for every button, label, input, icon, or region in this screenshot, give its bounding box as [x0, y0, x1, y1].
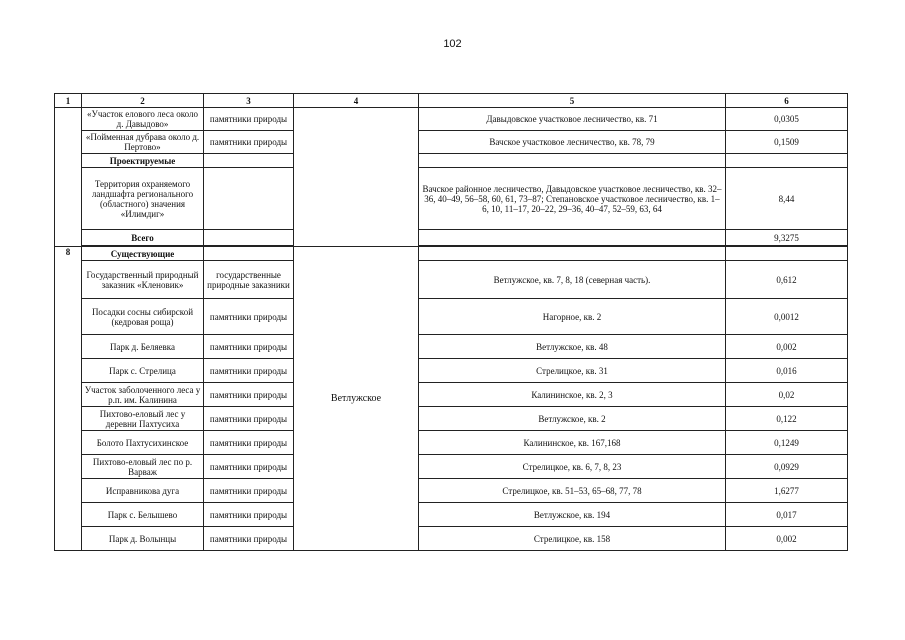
location-cell: Калининское, кв. 2, 3	[419, 383, 726, 407]
section-label-projected: Проектируемые	[82, 154, 204, 168]
category-cell: памятники природы	[204, 479, 294, 503]
name-cell: Парк с. Белышево	[82, 503, 204, 527]
area-cell: 0,122	[726, 407, 848, 431]
name-cell: Исправникова дуга	[82, 479, 204, 503]
area-cell: 0,017	[726, 503, 848, 527]
table-row	[55, 261, 848, 299]
name-cell: «Пойменная дубрава около д. Пертово»	[82, 131, 204, 154]
area-cell: 0,016	[726, 359, 848, 383]
name-cell: Пихтово-еловый лес у деревни Пахтусиха	[82, 407, 204, 431]
area-cell: 0,0305	[726, 108, 848, 131]
name-cell: Посадки сосны сибирской (кедровая роща)	[82, 299, 204, 335]
table-row	[55, 407, 848, 431]
col-header-4: 4	[294, 94, 419, 108]
category-cell: памятники природы	[204, 431, 294, 455]
header-row	[55, 94, 848, 108]
area-cell: 8,44	[726, 168, 848, 230]
area-cell: 1,6277	[726, 479, 848, 503]
section-row-projected	[55, 154, 848, 168]
row-number-cell	[55, 108, 82, 247]
category-cell: памятники природы	[204, 527, 294, 551]
col-header-2: 2	[82, 94, 204, 108]
protected-areas-table	[54, 93, 848, 551]
location-cell: Давыдовское участковое лесничество, кв. 71	[419, 108, 726, 131]
total-row	[55, 230, 848, 246]
name-cell: Парк с. Стрелица	[82, 359, 204, 383]
location-cell: Нагорное, кв. 2	[419, 299, 726, 335]
name-cell: Государственный природный заказник «Кленовик»	[82, 261, 204, 299]
location-cell: Вачское участковое лесничество, кв. 78, 79	[419, 131, 726, 154]
category-cell: памятники природы	[204, 359, 294, 383]
name-cell: Парк д. Беляевка	[82, 335, 204, 359]
name-cell: Парк д. Волынцы	[82, 527, 204, 551]
category-cell: памятники природы	[204, 455, 294, 479]
name-cell: «Участок елового леса около д. Давыдово»	[82, 108, 204, 131]
location-cell: Ветлужское, кв. 194	[419, 503, 726, 527]
section-label-existing: Существующие	[82, 247, 204, 261]
location-cell: Стрелицкое, кв. 31	[419, 359, 726, 383]
area-cell: 0,02	[726, 383, 848, 407]
area-cell: 0,002	[726, 527, 848, 551]
location-cell: Ветлужское, кв. 2	[419, 407, 726, 431]
table-row	[55, 527, 848, 551]
category-cell	[204, 168, 294, 230]
area-cell: 0,002	[726, 335, 848, 359]
category-cell: памятники природы	[204, 407, 294, 431]
col-header-5: 5	[419, 94, 726, 108]
location-cell: Стрелицкое, кв. 6, 7, 8, 23	[419, 455, 726, 479]
category-cell: памятники природы	[204, 335, 294, 359]
col-header-6: 6	[726, 94, 848, 108]
category-cell: памятники природы	[204, 299, 294, 335]
district-cell: Ветлужское	[294, 247, 419, 551]
total-value: 9,3275	[726, 230, 848, 246]
category-cell: памятники природы	[204, 503, 294, 527]
table-row	[55, 131, 848, 154]
area-cell: 0,1509	[726, 131, 848, 154]
page-number: 102	[443, 38, 462, 50]
location-cell: Стрелицкое, кв. 51–53, 65–68, 77, 78	[419, 479, 726, 503]
table-row	[55, 335, 848, 359]
location-cell: Стрелицкое, кв. 158	[419, 527, 726, 551]
name-cell: Участок заболоченного леса у р.п. им. Калинина	[82, 383, 204, 407]
name-cell: Пихтово-еловый лес по р. Варваж	[82, 455, 204, 479]
name-cell: Территория охраняемого ландшафта регионального (областного) значения «Илимдиг»	[82, 168, 204, 230]
table-row	[55, 168, 848, 230]
area-cell: 0,0012	[726, 299, 848, 335]
category-cell: памятники природы	[204, 383, 294, 407]
section-row-existing	[55, 247, 848, 261]
table-row	[55, 503, 848, 527]
district-cell	[294, 108, 419, 247]
name-cell: Болото Пахтусихинское	[82, 431, 204, 455]
area-cell: 0,1249	[726, 431, 848, 455]
location-cell: Калининское, кв. 167,168	[419, 431, 726, 455]
table-row	[55, 383, 848, 407]
area-cell: 0,612	[726, 261, 848, 299]
location-cell: Вачское районное лесничество, Давыдовское участковое лесничество, кв. 32–36, 40–49, 56–58, 60, 61, 73–87; Степановское участковое лесничество, кв. 1–6, 10, 11–17, 20–22, 29–36, 40–47, 52–59, 63, 64	[419, 168, 726, 230]
location-cell: Ветлужское, кв. 7, 8, 18 (северная часть).	[419, 261, 726, 299]
table-row	[55, 479, 848, 503]
total-label: Всего	[82, 230, 204, 246]
row-number-cell: 8	[55, 247, 82, 551]
area-cell: 0,0929	[726, 455, 848, 479]
table-row	[55, 108, 848, 131]
table-row	[55, 359, 848, 383]
category-cell: памятники природы	[204, 108, 294, 131]
table-row	[55, 299, 848, 335]
category-cell: памятники природы	[204, 131, 294, 154]
col-header-3: 3	[204, 94, 294, 108]
table-row	[55, 431, 848, 455]
location-cell: Ветлужское, кв. 48	[419, 335, 726, 359]
table-row	[55, 455, 848, 479]
category-cell: государственные природные заказники	[204, 261, 294, 299]
col-header-1: 1	[55, 94, 82, 108]
